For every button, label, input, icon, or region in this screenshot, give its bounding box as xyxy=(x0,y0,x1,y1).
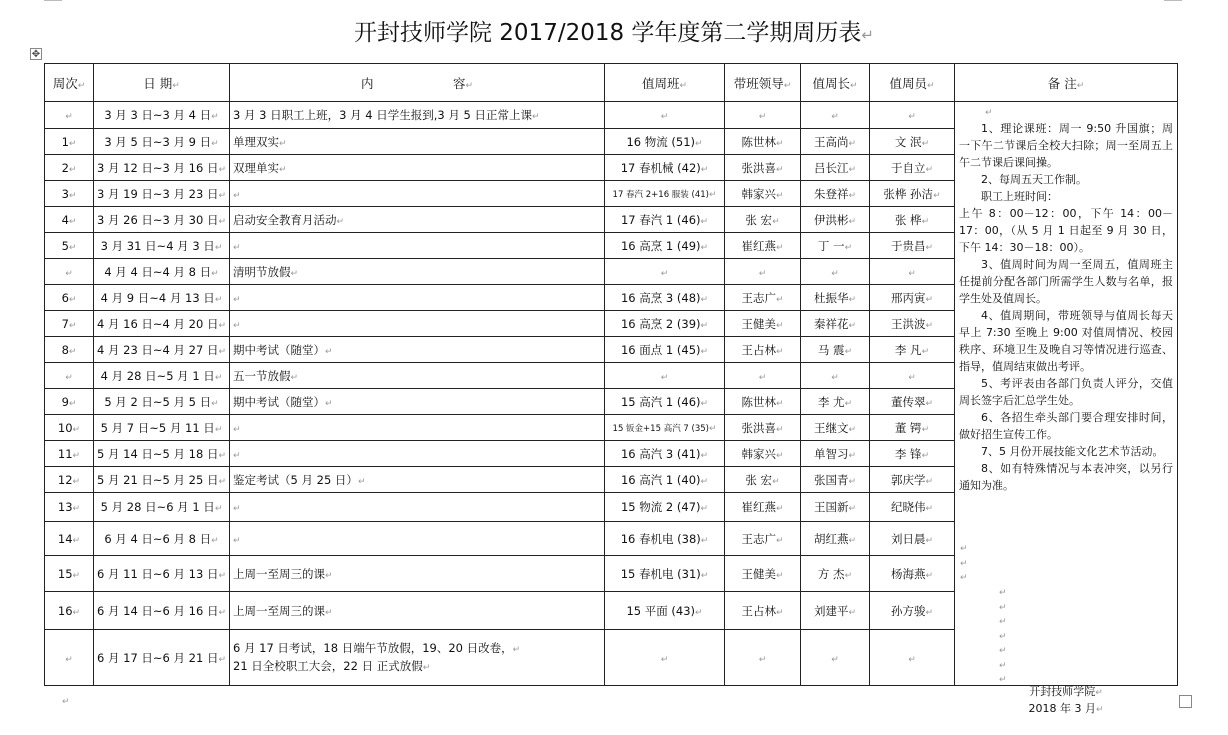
cell-duty-staff: 纪晓伟↵ xyxy=(870,493,955,522)
cell-week: 14↵ xyxy=(45,522,94,556)
cell-duty-staff: ↵ xyxy=(870,363,955,389)
cell-duty-staff: 张 桦↵ xyxy=(870,207,955,233)
cell-duty-staff: 于贵昌↵ xyxy=(870,233,955,259)
cell-duty-head: 秦祥花↵ xyxy=(801,311,870,337)
cell-leader: 王健美↵ xyxy=(725,311,801,337)
page-title xyxy=(0,14,1228,47)
cell-date: 3 月 31 日~4 月 3 日↵ xyxy=(94,233,230,259)
cell-duty-head: 杜振华↵ xyxy=(801,285,870,311)
cell-duty-head: 方 杰↵ xyxy=(801,556,870,592)
cell-duty-head: 胡红燕↵ xyxy=(801,522,870,556)
remarks-empty-marks-center: ↵ ↵ ↵ ↵ ↵ ↵ ↵ xyxy=(999,588,1007,685)
cell-leader: ↵ xyxy=(725,102,801,129)
cell-duty-staff: ↵ xyxy=(870,102,955,129)
cell-week: 10↵ xyxy=(45,415,94,441)
signature-org: 开封技师学院 xyxy=(1029,685,1096,698)
cell-week: ↵ xyxy=(45,102,94,129)
table-row xyxy=(45,102,1178,129)
cell-duty-head: 丁 一↵ xyxy=(801,233,870,259)
cell-duty-head: 伊洪彬↵ xyxy=(801,207,870,233)
cell-date: 3 月 26 日~3 月 30 日↵ xyxy=(94,207,230,233)
cell-date: 3 月 5 日~3 月 9 日↵ xyxy=(94,129,230,155)
remark-2: 2、每周五天工作制。 xyxy=(981,173,1088,186)
cell-content: ↵ xyxy=(230,415,605,441)
remark-work-hours: 上午 8：00－12：00，下午 14：00－17：00，（从 5 月 1 日起至 9 月 30 日，下午 14：30－18：00）。 xyxy=(959,207,1174,254)
cell-duty-staff: 董传翠↵ xyxy=(870,389,955,415)
cell-week: 13↵ xyxy=(45,493,94,522)
cell-date: 5 月 2 日~5 月 5 日↵ xyxy=(94,389,230,415)
cell-leader: 陈世林↵ xyxy=(725,389,801,415)
remark-4: 4、值周期间，带班领导与值周长每天早上 7:30 至晚上 9:00 对值周情况、校园秩序、环境卫生及晚自习等情况进行巡查、指导，值周结束做出考评。 xyxy=(959,309,1174,373)
cell-leader: ↵ xyxy=(725,363,801,389)
cell-date: 4 月 23 日~4 月 27 日↵ xyxy=(94,337,230,363)
page-title-text: 开封技师学院 2017/2018 学年度第二学期周历表 xyxy=(353,20,862,46)
cell-date: 6 月 17 日~6 月 21 日↵ xyxy=(94,630,230,686)
cell-class: 17 春机械 (42)↵ xyxy=(605,155,725,181)
header-content: 内 容↵ xyxy=(230,64,605,102)
header-duty-staff: 值周员↵ xyxy=(870,64,955,102)
cell-week: 11↵ xyxy=(45,441,94,467)
cell-week: ↵ xyxy=(45,363,94,389)
cell-duty-staff: 邢丙寅↵ xyxy=(870,285,955,311)
cell-leader: 王占林↵ xyxy=(725,337,801,363)
remarks-text xyxy=(959,120,1173,494)
remark-5: 5、考评表由各部门负责人评分，交值周长签字后汇总学生处。 xyxy=(959,377,1174,407)
cell-class: 15 平面 (43)↵ xyxy=(605,592,725,630)
paragraph-mark: ↵ xyxy=(62,697,70,707)
table-move-handle-icon[interactable]: ✥ xyxy=(31,49,41,60)
cell-leader: 崔红燕↵ xyxy=(725,493,801,522)
cell-content: 单理双实↵ xyxy=(230,129,605,155)
cell-class: 16 高烹 3 (48)↵ xyxy=(605,285,725,311)
cell-content: 清明节放假↵ xyxy=(230,259,605,285)
cell-duty-head: 朱登祥↵ xyxy=(801,181,870,207)
cell-date: 4 月 9 日~4 月 13 日↵ xyxy=(94,285,230,311)
remark-3: 3、值周时间为周一至周五，值周班主任提前分配各部门所需学生人数与名单，报学生处及值周长。 xyxy=(959,258,1174,305)
cell-duty-staff: 杨海燕↵ xyxy=(870,556,955,592)
header-date: 日 期↵ xyxy=(94,64,230,102)
cell-date: 6 月 14 日~6 月 16 日↵ xyxy=(94,592,230,630)
cell-date: 3 月 19 日~3 月 23 日↵ xyxy=(94,181,230,207)
cell-date: 5 月 7 日~5 月 11 日↵ xyxy=(94,415,230,441)
cell-duty-head: 王高尚↵ xyxy=(801,129,870,155)
cell-date: 4 月 28 日~5 月 1 日↵ xyxy=(94,363,230,389)
cell-leader: 陈世林↵ xyxy=(725,129,801,155)
cell-class: 16 春机电 (38)↵ xyxy=(605,522,725,556)
cell-content: ↵ xyxy=(230,441,605,467)
cell-duty-head: 王继文↵ xyxy=(801,415,870,441)
cell-date: 3 月 12 日~3 月 16 日↵ xyxy=(94,155,230,181)
header-remarks: 备 注↵ xyxy=(955,64,1178,102)
cell-date: 6 月 4 日~6 月 8 日↵ xyxy=(94,522,230,556)
cell-content: ↵ xyxy=(230,311,605,337)
cell-content: ↵ xyxy=(230,493,605,522)
cell-week: 5↵ xyxy=(45,233,94,259)
cell-week: ↵ xyxy=(45,259,94,285)
cell-duty-staff: 刘日晨↵ xyxy=(870,522,955,556)
cell-week: 2↵ xyxy=(45,155,94,181)
cell-duty-head: 王国新↵ xyxy=(801,493,870,522)
cell-week: 3↵ xyxy=(45,181,94,207)
cell-leader: 王志广↵ xyxy=(725,285,801,311)
cell-duty-staff: 董 锷↵ xyxy=(870,415,955,441)
cell-date: 5 月 14 日~5 月 18 日↵ xyxy=(94,441,230,467)
remark-8: 8、如有特殊情况与本表冲突，以另行通知为准。 xyxy=(959,462,1174,492)
remark-1: 1、理论课班：周一 9:50 升国旗；周一下午二节课后全校大扫除；周一至周五上午二节课后课间操。 xyxy=(959,122,1174,169)
cell-duty-staff: 郭庆学↵ xyxy=(870,467,955,493)
cell-duty-staff: ↵ xyxy=(870,259,955,285)
cell-duty-staff: 李 凡↵ xyxy=(870,337,955,363)
cell-content: ↵ xyxy=(230,233,605,259)
cell-date: 4 月 16 日~4 月 20 日↵ xyxy=(94,311,230,337)
cell-content: 启动安全教育月活动↵ xyxy=(230,207,605,233)
cell-week: 1↵ xyxy=(45,129,94,155)
cell-duty-staff: ↵ xyxy=(870,630,955,686)
cell-duty-staff: 李 锋↵ xyxy=(870,441,955,467)
cell-content: 上周一至周三的课↵ xyxy=(230,592,605,630)
cell-class: 16 高烹 1 (49)↵ xyxy=(605,233,725,259)
cell-leader: 王健美↵ xyxy=(725,556,801,592)
cell-date: 3 月 3 日~3 月 4 日↵ xyxy=(94,102,230,129)
cell-content: 上周一至周三的课↵ xyxy=(230,556,605,592)
cell-content: 鉴定考试（5 月 25 日）↵ xyxy=(230,467,605,493)
cell-leader: 崔红燕↵ xyxy=(725,233,801,259)
cell-duty-head: ↵ xyxy=(801,363,870,389)
cell-class: 16 面点 1 (45)↵ xyxy=(605,337,725,363)
cell-leader: ↵ xyxy=(725,259,801,285)
cell-content: 五一节放假↵ xyxy=(230,363,605,389)
cell-class: 16 物流 (51)↵ xyxy=(605,129,725,155)
cell-class: 16 高烹 2 (39)↵ xyxy=(605,311,725,337)
cell-week: 6↵ xyxy=(45,285,94,311)
cell-duty-head: 李 尤↵ xyxy=(801,389,870,415)
cell-class: ↵ xyxy=(605,259,725,285)
signature-date: 2018 年 3 月 xyxy=(1028,702,1096,715)
schedule-table xyxy=(44,63,1178,715)
cell-week: 16↵ xyxy=(45,592,94,630)
paragraph-mark: ↵ xyxy=(861,26,874,44)
cell-content: ↵ xyxy=(230,522,605,556)
cell-content: 3 月 3 日职工上班，3 月 4 日学生报到,3 月 5 日正常上课↵ xyxy=(230,102,605,129)
remarks-para-mark: ↵ xyxy=(985,108,993,118)
top-page-edge-left xyxy=(44,0,62,1)
header-row xyxy=(45,64,1178,102)
cell-duty-staff: 于自立↵ xyxy=(870,155,955,181)
cell-duty-head: 刘建平↵ xyxy=(801,592,870,630)
cell-class: 15 高汽 1 (46)↵ xyxy=(605,389,725,415)
cell-class: 16 高汽 3 (41)↵ xyxy=(605,441,725,467)
cell-duty-staff: 文 泯↵ xyxy=(870,129,955,155)
header-week: 周次↵ xyxy=(45,64,94,102)
cell-duty-head: 单智习↵ xyxy=(801,441,870,467)
cell-week: 12↵ xyxy=(45,467,94,493)
cell-date: 5 月 21 日~5 月 25 日↵ xyxy=(94,467,230,493)
remarks-cell xyxy=(955,102,1178,715)
cell-duty-head: 马 震↵ xyxy=(801,337,870,363)
cell-leader: 王占林↵ xyxy=(725,592,801,630)
cell-duty-head: ↵ xyxy=(801,630,870,686)
cell-content: 期中考试（随堂）↵ xyxy=(230,337,605,363)
cell-class: 15 春机电 (31)↵ xyxy=(605,556,725,592)
remarks-empty-marks-left: ↵ ↵ ↵ xyxy=(960,544,968,583)
cell-duty-head: ↵ xyxy=(801,102,870,129)
cell-week: 9↵ xyxy=(45,389,94,415)
cell-leader: 张 宏↵ xyxy=(725,467,801,493)
cell-week: ↵ xyxy=(45,630,94,686)
cell-date: 4 月 4 日~4 月 8 日↵ xyxy=(94,259,230,285)
cell-content: ↵ xyxy=(230,181,605,207)
remark-7: 7、5 月份开展技能文化艺术节活动。 xyxy=(981,445,1164,458)
table-resize-handle-icon[interactable] xyxy=(1179,695,1192,708)
cell-leader: 韩家兴↵ xyxy=(725,181,801,207)
header-leader: 带班领导↵ xyxy=(725,64,801,102)
cell-class: ↵ xyxy=(605,630,725,686)
cell-content: 双理单实↵ xyxy=(230,155,605,181)
cell-leader: 韩家兴↵ xyxy=(725,441,801,467)
cell-class: ↵ xyxy=(605,363,725,389)
cell-week: 15↵ xyxy=(45,556,94,592)
cell-leader: 张洪喜↵ xyxy=(725,415,801,441)
header-duty-head: 值周长↵ xyxy=(801,64,870,102)
remark-6: 6、各招生牵头部门要合理安排时间，做好招生宣传工作。 xyxy=(959,411,1174,441)
cell-leader: 张 宏↵ xyxy=(725,207,801,233)
top-page-edge-right xyxy=(1164,0,1182,1)
cell-class: 17 春汽 1 (46)↵ xyxy=(605,207,725,233)
header-duty-class: 值周班↵ xyxy=(605,64,725,102)
cell-date: 6 月 11 日~6 月 13 日↵ xyxy=(94,556,230,592)
cell-duty-head: ↵ xyxy=(801,259,870,285)
cell-date: 5 月 28 日~6 月 1 日↵ xyxy=(94,493,230,522)
cell-class: ↵ xyxy=(605,102,725,129)
cell-class: 17 春汽 2+16 服装 (41)↵ xyxy=(605,181,725,207)
cell-class: 16 高汽 1 (40)↵ xyxy=(605,467,725,493)
signature-block: 开封技师学院↵ 2018 年 3 月↵ xyxy=(1028,685,1104,715)
cell-duty-head: 张国青↵ xyxy=(801,467,870,493)
cell-class: 15 钣金+15 高汽 7 (35)↵ xyxy=(605,415,725,441)
cell-duty-staff: 王洪波↵ xyxy=(870,311,955,337)
cell-content: 6 月 17 日考试，18 日端午节放假，19、20 日改卷，↵ 21 日全校职工大会，22 日 正式放假↵ xyxy=(230,630,605,686)
cell-class: 15 物流 2 (47)↵ xyxy=(605,493,725,522)
cell-week: 7↵ xyxy=(45,311,94,337)
cell-week: 4↵ xyxy=(45,207,94,233)
cell-leader: ↵ xyxy=(725,630,801,686)
cell-leader: 张洪喜↵ xyxy=(725,155,801,181)
cell-duty-head: 吕长江↵ xyxy=(801,155,870,181)
cell-duty-staff: 孙方骏↵ xyxy=(870,592,955,630)
cell-content: ↵ xyxy=(230,285,605,311)
remark-work-hours-label: 职工上班时间： xyxy=(981,190,1059,203)
cell-content: 期中考试（随堂）↵ xyxy=(230,389,605,415)
cell-leader: 王志广↵ xyxy=(725,522,801,556)
cell-week: 8↵ xyxy=(45,337,94,363)
cell-duty-staff: 张桦 孙洁↵ xyxy=(870,181,955,207)
